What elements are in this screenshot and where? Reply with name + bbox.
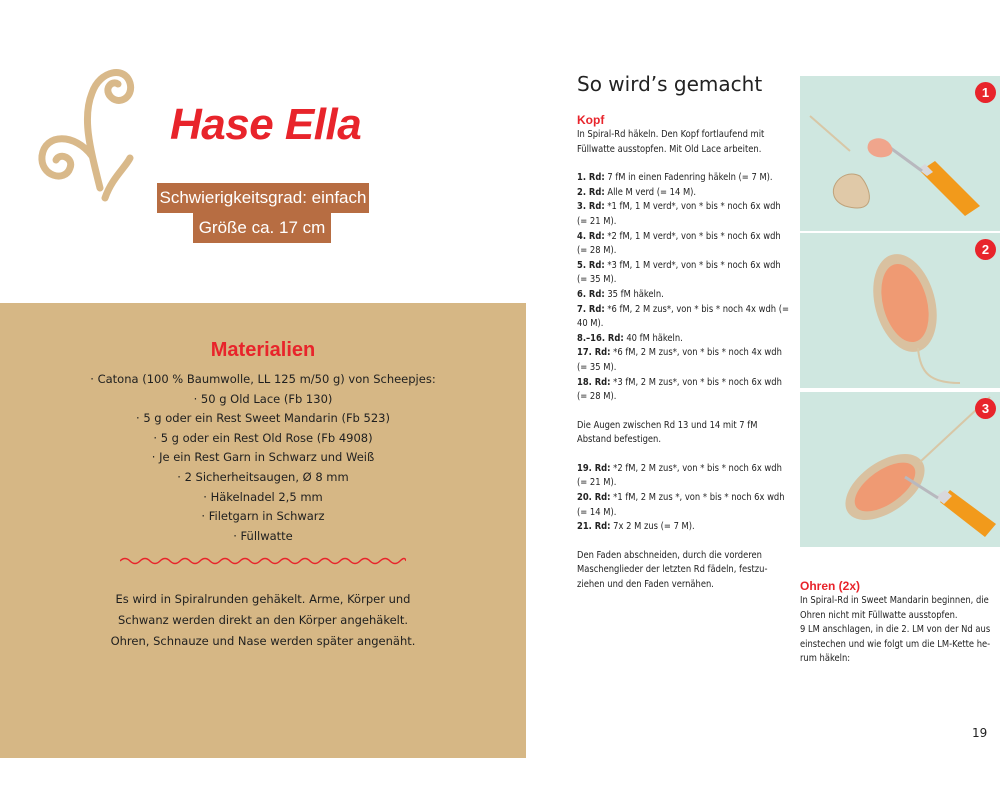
materials-item: · Je ein Rest Garn in Schwarz und Weiß [151,450,375,465]
difficulty-tag: Schwierigkeitsgrad: einfach [157,183,369,213]
wave-divider [120,555,406,567]
step-badge: 1 [975,82,996,103]
round-text: *6 fM, 2 M zus*, von * bis * noch 4x wdh (= 35 M). [577,347,782,373]
materials-title: Materialien [210,339,316,361]
round-label: 18. Rd: [577,376,611,388]
crochet-hook-image [800,76,1000,231]
round-line [577,346,789,375]
round-label: 7. Rd: [577,303,605,315]
eyes-note: Die Augen zwischen Rd 13 und 14 mit 7 fM Abstand befestigen. [577,419,758,446]
kopf-title: Kopf [577,113,605,127]
photo-step-2 [800,233,1000,388]
round-line [577,200,789,229]
round-label: 1. Rd: [577,172,605,184]
round-label: 4. Rd: [577,230,605,242]
round-label: 19. Rd: [577,462,611,474]
instructions-column [577,112,789,593]
crochet-ear-image [800,233,1000,388]
finish-note: Den Faden abschneiden, durch die vorderen Maschenglieder der letzten Rd fädeln, festzuziehen und den Faden vernähen. [577,549,768,591]
materials-list [0,370,526,546]
round-line [577,376,789,405]
materials-item: · 2 Sicherheitsaugen, Ø 8 mm [177,469,349,484]
ohren-title: Ohren (2x) [800,579,861,593]
round-text: 7 fM in einen Fadenring häkeln (= 7 M). [604,172,773,184]
round-label: 8.–16. Rd: [577,332,624,344]
round-text: 35 fM häkeln. [604,288,664,300]
round-label: 21. Rd: [577,521,611,533]
materials-item: · 5 g oder ein Rest Sweet Mandarin (Fb 523) [136,411,390,426]
round-line [577,259,789,288]
round-text: *6 fM, 2 M zus*, von * bis * noch 4x wdh (= 40 M). [577,303,789,330]
round-line [577,332,789,347]
materials-item: · Häkelnadel 2,5 mm [203,489,323,504]
round-text: *3 fM, 1 M verd*, von * bis * noch 6x wdh (= 35 M). [577,259,781,286]
ohren-section [800,578,1000,667]
round-text: *1 fM, 2 M zus *, von * bis * noch 6x wdh (= 14 M). [577,492,785,518]
round-text: *2 fM, 1 M verd*, von * bis * noch 6x wdh (= 28 M). [577,230,781,257]
materials-item: · 5 g oder ein Rest Old Rose (Fb 4908) [153,430,373,445]
kopf-intro: In Spiral-Rd häkeln. Den Kopf fortlaufend mit Füllwatte ausstopfen. Mit Old Lace arbeiten. [577,129,765,155]
round-label: 6. Rd: [577,288,605,300]
step-badge: 2 [975,239,996,260]
round-line [577,186,789,201]
materials-item: · Füllwatte [233,528,293,543]
round-line [577,520,789,535]
round-text: *3 fM, 2 M zus*, von * bis * noch 6x wdh (= 28 M). [577,376,782,403]
round-text: *1 fM, 1 M verd*, von * bis * noch 6x wdh (= 21 M). [577,201,781,227]
round-text: Alle M verd (= 14 M). [604,186,697,198]
step-badge: 3 [975,398,996,419]
round-label: 5. Rd: [577,259,605,271]
round-line [577,491,789,520]
instructions-heading: So wird’s gemacht [577,72,763,96]
round-line [577,303,789,332]
round-label: 3. Rd: [577,201,605,213]
materials-item: · 50 g Old Lace (Fb 130) [193,391,333,406]
round-line [577,230,789,259]
swirl-ornament-icon [30,38,140,203]
ohren-text: 9 LM anschlagen, in die 2. LM von der Nd aus einstechen und wie folgt um die LM-Kette herum häkeln: [800,624,991,665]
round-text: 40 fM häkeln. [623,332,683,344]
size-tag: Größe ca. 17 cm [193,213,331,243]
materials-item: · Catona (100 % Baumwolle, LL 125 m/50 g) von Scheepjes: [90,372,436,386]
round-line [577,462,789,491]
round-label: 2. Rd: [577,186,605,198]
crochet-progress-image [800,392,1000,547]
intro-text: Es wird in Spiralrunden gehäkelt. Arme, Körper und Schwanz werden direkt an den Körper angehäkelt. Ohren, Schnauze und Nase werden später angenäht. [110,592,416,648]
round-text: *2 fM, 2 M zus*, von * bis * noch 6x wdh (= 21 M). [577,462,782,489]
round-line [577,288,789,303]
round-label: 20. Rd: [577,492,611,504]
photo-step-1 [800,76,1000,231]
round-label: 17. Rd: [577,347,611,359]
page-number: 19 [972,726,988,740]
ohren-text: In Spiral-Rd in Sweet Mandarin beginnen, die Ohren nicht mit Füllwatte ausstopfen. [800,595,989,621]
materials-item: · Filetgarn in Schwarz [201,509,325,524]
round-text: 7x 2 M zus (= 7 M). [610,521,695,533]
round-line [577,171,789,186]
photo-step-3 [800,392,1000,547]
pattern-title: Hase Ella [170,100,362,149]
